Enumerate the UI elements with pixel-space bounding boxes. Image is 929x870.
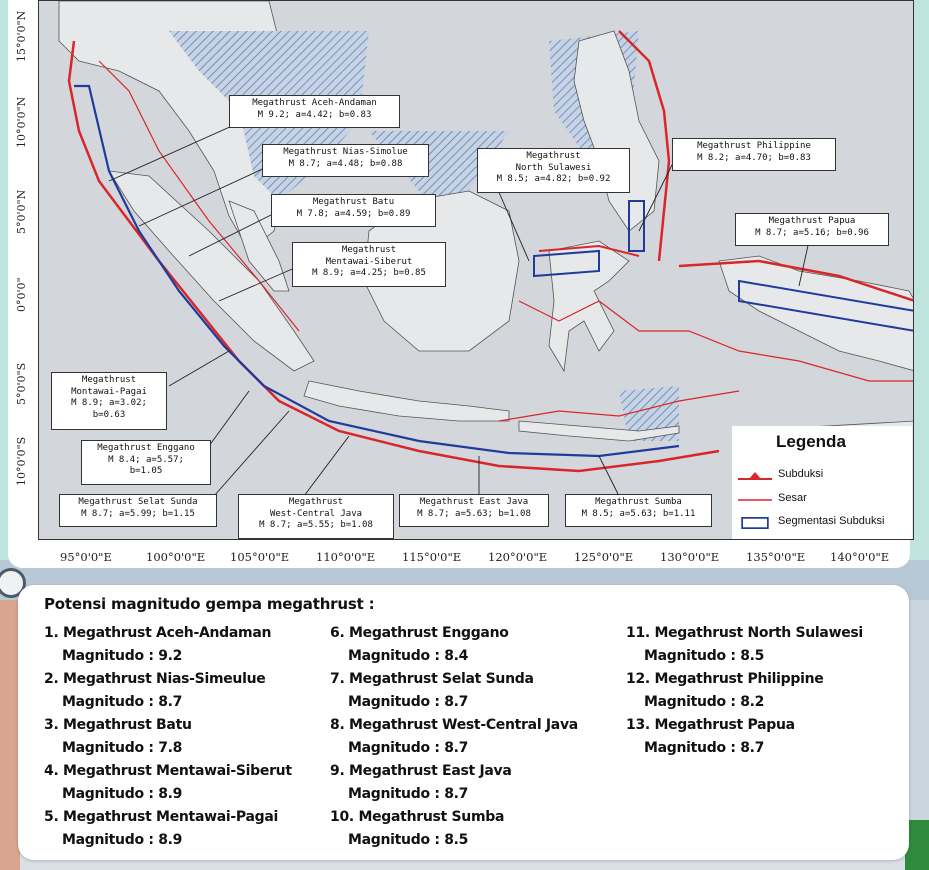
legend-label-sesar: Sesar [778,492,807,504]
subduction-symbol-icon [738,470,772,482]
lon-label-115e: 115°0'0"E [402,550,462,564]
megathrust-name: 1. Megathrust Aceh-Andaman [44,625,272,641]
callout-north-sulawesi: Megathrust North Sulawesi M 8.5; a=4.82; b=0.92 [477,148,630,193]
list-item [44,625,292,671]
callout-east-java: Megathrust East Java M 8.7; a=5.63; b=1.08 [399,494,549,527]
magnitude-value: Magnitudo : 8.7 [62,694,183,710]
lon-label-125e: 125°0'0"E [574,550,634,564]
list-item [44,717,292,763]
legend-label-segmentasi: Segmentasi Subduksi [778,515,885,527]
list-item [44,809,292,855]
segment-symbol-icon [738,517,772,529]
magnitude-value: Magnitudo : 8.7 [348,740,469,756]
map-area [38,0,914,540]
legend-title: Legenda [776,432,846,451]
list-item [44,763,292,809]
info-column-2 [330,625,578,855]
lon-label-110e: 110°0'0"E [316,550,376,564]
callout-nias-simeulue: Megathrust Nias-Simolue M 8.7; a=4.48; b=0.88 [262,144,429,177]
magnitude-value: Magnitudo : 8.9 [62,786,183,802]
magnitude-value: Magnitudo : 8.4 [348,648,469,664]
lat-label-10n: 10°0'0"N [15,96,28,148]
list-item [330,809,578,855]
magnitude-value: Magnitudo : 8.9 [62,832,183,848]
map-card [8,0,910,568]
magnitude-value: Magnitudo : 8.7 [348,786,469,802]
map-legend [732,426,912,540]
list-item [626,671,863,717]
lat-label-15n: 15°0'0"N [15,10,28,62]
lon-label-130e: 130°0'0"E [660,550,720,564]
callout-enggano: Megathrust Enggano M 8.4; a=5.57; b=1.05 [81,440,211,485]
callout-papua: Megathrust Papua M 8.7; a=5.16; b=0.96 [735,213,889,246]
lon-label-120e: 120°0'0"E [488,550,548,564]
megathrust-name: 11. Megathrust North Sulawesi [626,625,863,641]
magnitude-info-card [18,585,909,860]
lon-label-105e: 105°0'0"E [230,550,290,564]
info-column-3 [626,625,863,763]
magnitude-value: Magnitudo : 8.5 [644,648,765,664]
megathrust-name: 10. Megathrust Sumba [330,809,505,825]
megathrust-name: 6. Megathrust Enggano [330,625,509,641]
callout-batu: Megathrust Batu M 7.8; a=4.59; b=0.89 [271,194,436,227]
list-item [330,625,578,671]
list-item [626,717,863,763]
magnitude-value: Magnitudo : 9.2 [62,648,183,664]
megathrust-name: 5. Megathrust Mentawai-Pagai [44,809,278,825]
megathrust-name: 8. Megathrust West-Central Java [330,717,578,733]
lon-label-140e: 140°0'0"E [830,550,890,564]
list-item [330,671,578,717]
lon-label-95e: 95°0'0"E [60,550,112,564]
lat-label-10s: 10°0'0"S [15,436,28,486]
info-title: Potensi magnitudo gempa megathrust : [44,595,375,613]
magnitude-value: Magnitudo : 8.7 [348,694,469,710]
list-item [330,763,578,809]
magnitude-value: Magnitudo : 7.8 [62,740,183,756]
magnitude-value: Magnitudo : 8.5 [348,832,469,848]
background-house-left [0,600,20,870]
megathrust-name: 3. Megathrust Batu [44,717,192,733]
megathrust-name: 13. Megathrust Papua [626,717,795,733]
megathrust-name: 9. Megathrust East Java [330,763,512,779]
lon-label-100e: 100°0'0"E [146,550,206,564]
lat-label-5s: 5°0'0"S [15,362,28,405]
callout-mentawai-pagai: Megathrust Montawai-Pagai M 8.9; a=3.02; b=0.63 [51,372,167,430]
callout-philippine: Megathrust Philippine M 8.2; a=4.70; b=0.83 [672,138,836,171]
megathrust-name: 2. Megathrust Nias-Simeulue [44,671,266,687]
megathrust-name: 7. Megathrust Selat Sunda [330,671,534,687]
magnitude-value: Magnitudo : 8.2 [644,694,765,710]
info-column-1 [44,625,292,855]
fault-symbol-icon [738,494,772,506]
list-item [44,671,292,717]
callout-mentawai-siberut: Megathrust Mentawai-Siberut M 8.9; a=4.25; b=0.85 [292,242,446,287]
callout-selat-sunda: Megathrust Selat Sunda M 8.7; a=5.99; b=1.15 [59,494,217,527]
list-item [626,625,863,671]
legend-label-subduksi: Subduksi [778,468,824,480]
callout-aceh-andaman: Megathrust Aceh-Andaman M 9.2; a=4.42; b=0.83 [229,95,400,128]
lat-label-5n: 5°0'0"N [15,189,28,234]
magnitude-value: Magnitudo : 8.7 [644,740,765,756]
callout-sumba: Megathrust Sumba M 8.5; a=5.63; b=1.11 [565,494,712,527]
lon-label-135e: 135°0'0"E [746,550,806,564]
megathrust-name: 4. Megathrust Mentawai-Siberut [44,763,292,779]
list-item [330,717,578,763]
lat-label-0: 0°0'0" [15,277,28,312]
callout-west-central-java: Megathrust West-Central Java M 8.7; a=5.55; b=1.08 [238,494,394,539]
megathrust-name: 12. Megathrust Philippine [626,671,824,687]
